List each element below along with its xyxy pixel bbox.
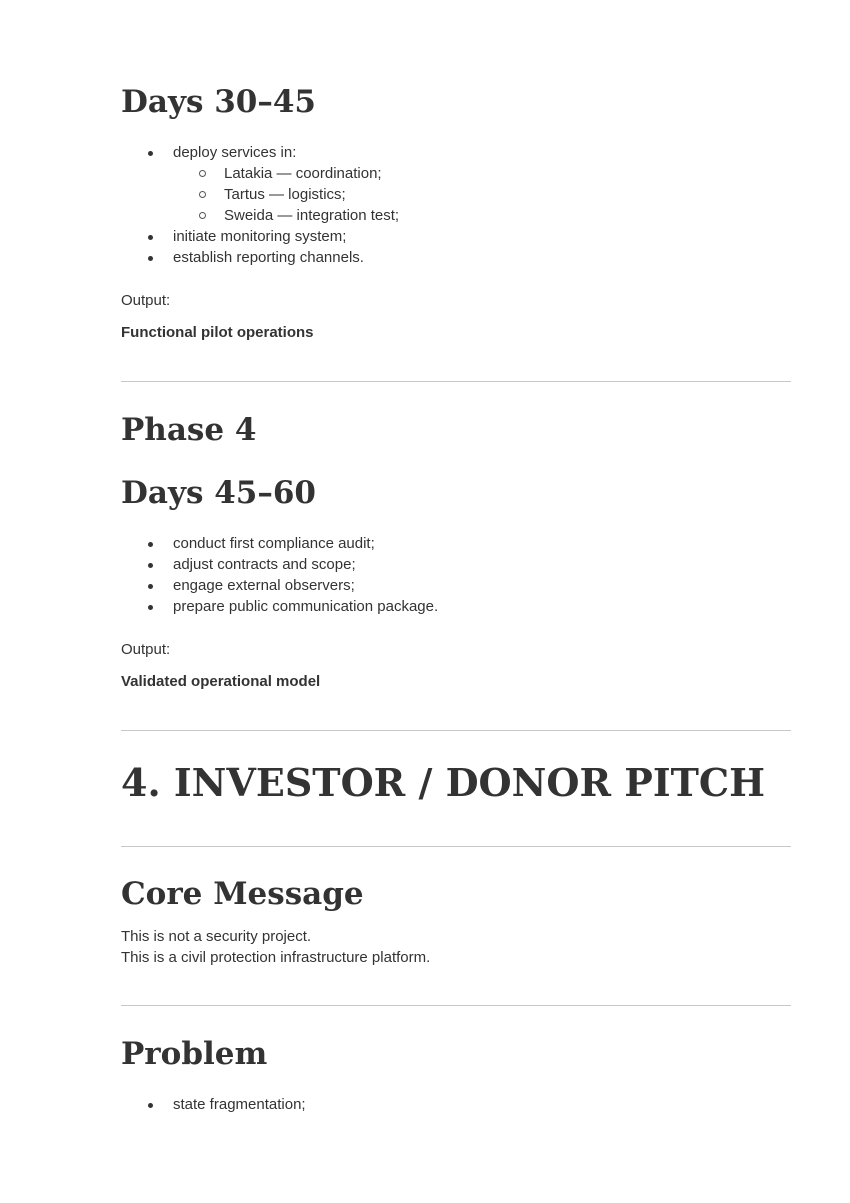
horizontal-rule <box>121 730 791 731</box>
section-heading-days-45-60: Days 45–60 <box>121 475 317 511</box>
chapter-heading-investor-pitch: 4. INVESTOR / DONOR PITCH <box>121 760 766 805</box>
core-message-line: This is not a security project. <box>121 928 312 945</box>
horizontal-rule <box>121 1005 791 1006</box>
horizontal-rule <box>121 846 791 847</box>
list-item: state fragmentation; <box>121 1094 306 1115</box>
output-value: Functional pilot operations <box>121 324 314 341</box>
section-heading-phase-4: Phase 4 <box>121 412 257 448</box>
days-45-60-list <box>121 533 438 617</box>
section-heading-days-30-45: Days 30–45 <box>121 84 317 120</box>
list-item: initiate monitoring system; <box>121 226 399 247</box>
list-item: establish reporting channels. <box>121 247 399 268</box>
section-heading-problem: Problem <box>121 1036 268 1072</box>
list-item: conduct first compliance audit; <box>121 533 438 554</box>
output-value: Validated operational model <box>121 673 321 690</box>
list-item: engage external observers; <box>121 575 438 596</box>
days-30-45-list <box>121 142 399 268</box>
section-heading-core-message: Core Message <box>121 876 364 912</box>
sub-list-item: Latakia — coordination; <box>121 163 399 184</box>
sub-list-item: Tartus — logistics; <box>121 184 399 205</box>
output-label: Output: <box>121 292 171 309</box>
output-label: Output: <box>121 641 171 658</box>
core-message-line: This is a civil protection infrastructure platform. <box>121 949 431 966</box>
list-item: deploy services in: <box>121 142 399 163</box>
list-item: prepare public communication package. <box>121 596 438 617</box>
list-item: adjust contracts and scope; <box>121 554 438 575</box>
problem-list <box>121 1094 306 1115</box>
sub-list-item: Sweida — integration test; <box>121 205 399 226</box>
horizontal-rule <box>121 381 791 382</box>
